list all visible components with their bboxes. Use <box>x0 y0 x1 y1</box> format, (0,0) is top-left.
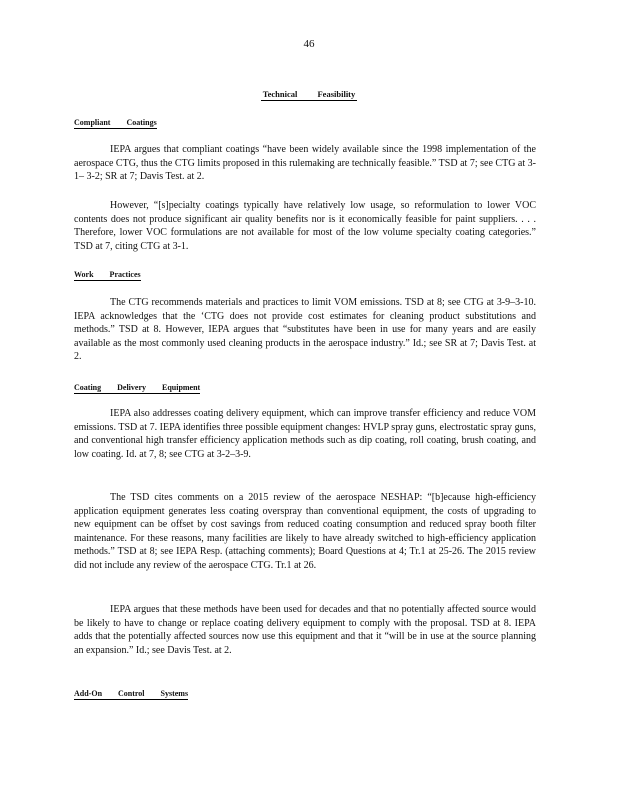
paragraph: However, “[s]pecialty coatings typically have relatively low usage, so reformulation to lower VOC contents does not produce significant air quality benefits nor is it economically feasible for paint suppliers. . . . Therefore, lower VOC formulations are not available for most of the low volume specialty coating categories.” TSD at 7, citing CTG at 3-1. <box>74 200 536 252</box>
page-heading <box>0 89 618 99</box>
page-heading-text: Technical Feasibility <box>262 89 356 99</box>
paragraph: IEPA also addresses coating delivery equipment, which can improve transfer efficiency and reduce VOM emissions. TSD at 7. IEPA identifies three possible equipment changes: HVLP spray guns, electrostatic spray guns, and conventional high transfer efficiency application methods such as dip coating, roll coating, brush coating, and low coating. Id. at 7, 8; see CTG at 3-2–3-9. <box>74 408 536 460</box>
page-number: 46 <box>303 38 315 50</box>
section-heading-add-on-control-systems: Add-On Control Systems <box>74 689 189 698</box>
paragraph: The TSD cites comments on a 2015 review of the aerospace NESHAP: “[b]ecause high-efficiency application equipment generates less coating overspray than conventional equipment, the costs of upgrading to new equipment can be offset by cost savings from reduced coating consumption and reduced spray booth filter maintenance. For these reasons, many facilities are likely to have already switched to high-efficiency application methods.” TSD at 8; see IEPA Resp. (attaching comments); Board Questions at 4; Tr.1 at 25-26. The 2015 review did not include any review of the aerospace CTG. Tr.1 at 26. <box>74 492 536 571</box>
section-heading-work-practices: Work Practices <box>74 270 141 279</box>
section-heading-coating-delivery-equipment: Coating Delivery Equipment <box>74 383 201 392</box>
section-heading-compliant-coatings: Compliant Coatings <box>74 118 157 127</box>
paragraph: The CTG recommends materials and practices to limit VOM emissions. TSD at 8; see CTG at 3-9–3-10. IEPA acknowledges that the ‘CTG does not provide cost estimates for cleaning product substitutions and methods.” TSD at 8. However, IEPA argues that “substitutes have been in use for many years and are easily available as the most commonly used cleaning products in the aerospace industry.” Id.; see SR at 7; Davis Test. at 2. <box>74 297 536 362</box>
paragraph: IEPA argues that these methods have been used for decades and that no potentially affected source would be likely to have to change or replace coating delivery equipment to comply with the proposal. TSD at 8. IEPA adds that the potentially affected sources now use this equipment and that it “will be in use at the source planning an expansion.” Id.; see Davis Test. at 2. <box>74 604 536 656</box>
paragraph: IEPA argues that compliant coatings “have been widely available since the 1998 implementation of the aerospace CTG, thus the CTG limits proposed in this rulemaking are technically feasible.” TSD at 7; see CTG at 3-1– 3-2; SR at 7; Davis Test. at 2. <box>74 144 536 182</box>
